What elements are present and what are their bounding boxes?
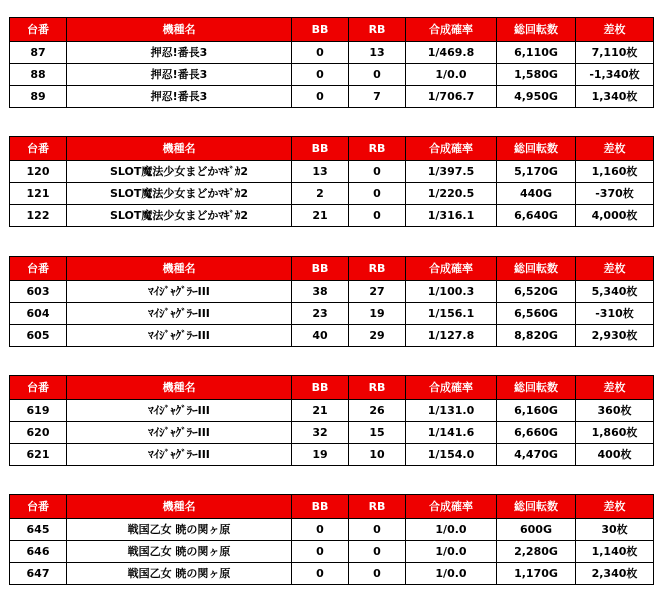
coin-difference-cell: -370枚 bbox=[576, 183, 654, 205]
bb-count-cell: 21 bbox=[292, 205, 349, 227]
machine-table-4 bbox=[9, 375, 654, 466]
table-row bbox=[10, 519, 654, 541]
coin-difference-cell: 360枚 bbox=[576, 400, 654, 422]
combined-probability-cell: 1/397.5 bbox=[406, 161, 497, 183]
machine-name-cell: SLOT魔法少女まどかﾏｷﾞｶ2 bbox=[67, 183, 292, 205]
coin-difference-cell: 1,860枚 bbox=[576, 422, 654, 444]
total-spins-cell: 4,950G bbox=[497, 86, 576, 108]
machine-name-cell: ﾏｲｼﾞｬｸﾞﾗｰIII bbox=[67, 422, 292, 444]
table-row bbox=[10, 161, 654, 183]
total-spins-cell: 2,280G bbox=[497, 541, 576, 563]
coin-difference-header: 差枚 bbox=[576, 495, 654, 519]
total-spins-cell: 1,170G bbox=[497, 563, 576, 585]
machine-name-cell: ﾏｲｼﾞｬｸﾞﾗｰIII bbox=[67, 281, 292, 303]
rb-count-cell: 0 bbox=[349, 161, 406, 183]
coin-difference-header: 差枚 bbox=[576, 137, 654, 161]
table-header-row bbox=[10, 495, 654, 519]
machine-number-cell: 88 bbox=[10, 64, 67, 86]
bb-count-cell: 0 bbox=[292, 42, 349, 64]
rb-count-cell: 7 bbox=[349, 86, 406, 108]
rb-count-cell: 10 bbox=[349, 444, 406, 466]
table-row bbox=[10, 205, 654, 227]
machine-table-1 bbox=[9, 17, 654, 108]
machine-name-cell: 戦国乙女 暁の関ヶ原 bbox=[67, 519, 292, 541]
table-row bbox=[10, 563, 654, 585]
combined-probability-header: 合成確率 bbox=[406, 495, 497, 519]
combined-probability-cell: 1/0.0 bbox=[406, 541, 497, 563]
coin-difference-cell: 7,110枚 bbox=[576, 42, 654, 64]
machine-name-cell: ﾏｲｼﾞｬｸﾞﾗｰIII bbox=[67, 303, 292, 325]
table-row bbox=[10, 541, 654, 563]
machine-number-cell: 647 bbox=[10, 563, 67, 585]
bb-count-cell: 0 bbox=[292, 86, 349, 108]
machine-name-cell: SLOT魔法少女まどかﾏｷﾞｶ2 bbox=[67, 205, 292, 227]
machine-number-cell: 620 bbox=[10, 422, 67, 444]
machine-number-cell: 619 bbox=[10, 400, 67, 422]
bb-count-header: BB bbox=[292, 18, 349, 42]
combined-probability-cell: 1/100.3 bbox=[406, 281, 497, 303]
total-spins-cell: 440G bbox=[497, 183, 576, 205]
rb-count-cell: 0 bbox=[349, 519, 406, 541]
machine-name-cell: ﾏｲｼﾞｬｸﾞﾗｰIII bbox=[67, 325, 292, 347]
machine-number-cell: 120 bbox=[10, 161, 67, 183]
rb-count-cell: 26 bbox=[349, 400, 406, 422]
rb-count-header: RB bbox=[349, 495, 406, 519]
bb-count-cell: 32 bbox=[292, 422, 349, 444]
machine-number-cell: 603 bbox=[10, 281, 67, 303]
total-spins-cell: 5,170G bbox=[497, 161, 576, 183]
bb-count-cell: 23 bbox=[292, 303, 349, 325]
coin-difference-cell: 400枚 bbox=[576, 444, 654, 466]
rb-count-header: RB bbox=[349, 376, 406, 400]
coin-difference-cell: 1,140枚 bbox=[576, 541, 654, 563]
rb-count-cell: 0 bbox=[349, 205, 406, 227]
total-spins-header: 総回転数 bbox=[497, 18, 576, 42]
machine-table-3 bbox=[9, 256, 654, 347]
total-spins-cell: 6,520G bbox=[497, 281, 576, 303]
total-spins-cell: 6,110G bbox=[497, 42, 576, 64]
bb-count-cell: 0 bbox=[292, 563, 349, 585]
table-row bbox=[10, 86, 654, 108]
table-row bbox=[10, 444, 654, 466]
machine-number-header: 台番 bbox=[10, 18, 67, 42]
total-spins-cell: 6,560G bbox=[497, 303, 576, 325]
total-spins-cell: 1,580G bbox=[497, 64, 576, 86]
rb-count-cell: 0 bbox=[349, 541, 406, 563]
total-spins-cell: 6,660G bbox=[497, 422, 576, 444]
total-spins-cell: 600G bbox=[497, 519, 576, 541]
combined-probability-cell: 1/156.1 bbox=[406, 303, 497, 325]
coin-difference-cell: 30枚 bbox=[576, 519, 654, 541]
coin-difference-cell: 1,160枚 bbox=[576, 161, 654, 183]
machine-table-2 bbox=[9, 136, 654, 227]
bb-count-header: BB bbox=[292, 376, 349, 400]
machine-number-header: 台番 bbox=[10, 137, 67, 161]
table-header-row bbox=[10, 18, 654, 42]
rb-count-cell: 15 bbox=[349, 422, 406, 444]
rb-count-header: RB bbox=[349, 18, 406, 42]
machine-name-cell: 押忍!番長3 bbox=[67, 86, 292, 108]
machine-name-cell: ﾏｲｼﾞｬｸﾞﾗｰIII bbox=[67, 400, 292, 422]
table-row bbox=[10, 281, 654, 303]
coin-difference-cell: 2,930枚 bbox=[576, 325, 654, 347]
combined-probability-cell: 1/0.0 bbox=[406, 64, 497, 86]
bb-count-cell: 38 bbox=[292, 281, 349, 303]
machine-number-cell: 646 bbox=[10, 541, 67, 563]
rb-count-header: RB bbox=[349, 137, 406, 161]
table-header-row bbox=[10, 137, 654, 161]
combined-probability-cell: 1/141.6 bbox=[406, 422, 497, 444]
machine-number-cell: 121 bbox=[10, 183, 67, 205]
combined-probability-header: 合成確率 bbox=[406, 137, 497, 161]
bb-count-cell: 0 bbox=[292, 541, 349, 563]
total-spins-cell: 6,640G bbox=[497, 205, 576, 227]
machine-name-header: 機種名 bbox=[67, 137, 292, 161]
table-header-row bbox=[10, 257, 654, 281]
machine-name-cell: 戦国乙女 暁の関ヶ原 bbox=[67, 563, 292, 585]
bb-count-cell: 13 bbox=[292, 161, 349, 183]
total-spins-header: 総回転数 bbox=[497, 495, 576, 519]
combined-probability-cell: 1/127.8 bbox=[406, 325, 497, 347]
table-row bbox=[10, 64, 654, 86]
bb-count-cell: 40 bbox=[292, 325, 349, 347]
bb-count-header: BB bbox=[292, 495, 349, 519]
total-spins-cell: 6,160G bbox=[497, 400, 576, 422]
combined-probability-header: 合成確率 bbox=[406, 257, 497, 281]
combined-probability-cell: 1/0.0 bbox=[406, 563, 497, 585]
machine-name-cell: SLOT魔法少女まどかﾏｷﾞｶ2 bbox=[67, 161, 292, 183]
combined-probability-cell: 1/316.1 bbox=[406, 205, 497, 227]
machine-number-header: 台番 bbox=[10, 495, 67, 519]
bb-count-cell: 21 bbox=[292, 400, 349, 422]
coin-difference-header: 差枚 bbox=[576, 257, 654, 281]
machine-number-cell: 604 bbox=[10, 303, 67, 325]
machine-number-cell: 89 bbox=[10, 86, 67, 108]
bb-count-cell: 2 bbox=[292, 183, 349, 205]
machine-number-cell: 122 bbox=[10, 205, 67, 227]
table-row bbox=[10, 325, 654, 347]
machine-name-cell: 押忍!番長3 bbox=[67, 64, 292, 86]
machine-number-cell: 645 bbox=[10, 519, 67, 541]
machine-number-cell: 605 bbox=[10, 325, 67, 347]
bb-count-cell: 0 bbox=[292, 64, 349, 86]
coin-difference-cell: 2,340枚 bbox=[576, 563, 654, 585]
rb-count-cell: 0 bbox=[349, 183, 406, 205]
combined-probability-cell: 1/154.0 bbox=[406, 444, 497, 466]
bb-count-header: BB bbox=[292, 137, 349, 161]
machine-name-header: 機種名 bbox=[67, 257, 292, 281]
coin-difference-cell: -1,340枚 bbox=[576, 64, 654, 86]
machine-number-header: 台番 bbox=[10, 376, 67, 400]
machine-name-header: 機種名 bbox=[67, 376, 292, 400]
rb-count-cell: 0 bbox=[349, 563, 406, 585]
table-row bbox=[10, 400, 654, 422]
combined-probability-cell: 1/131.0 bbox=[406, 400, 497, 422]
machine-name-cell: 押忍!番長3 bbox=[67, 42, 292, 64]
machine-name-header: 機種名 bbox=[67, 495, 292, 519]
machine-name-cell: ﾏｲｼﾞｬｸﾞﾗｰIII bbox=[67, 444, 292, 466]
machine-number-cell: 87 bbox=[10, 42, 67, 64]
coin-difference-cell: 5,340枚 bbox=[576, 281, 654, 303]
machine-table-5 bbox=[9, 494, 654, 585]
bb-count-header: BB bbox=[292, 257, 349, 281]
combined-probability-header: 合成確率 bbox=[406, 18, 497, 42]
rb-count-cell: 27 bbox=[349, 281, 406, 303]
table-row bbox=[10, 303, 654, 325]
rb-count-cell: 19 bbox=[349, 303, 406, 325]
total-spins-header: 総回転数 bbox=[497, 257, 576, 281]
machine-number-header: 台番 bbox=[10, 257, 67, 281]
rb-count-cell: 13 bbox=[349, 42, 406, 64]
total-spins-header: 総回転数 bbox=[497, 137, 576, 161]
rb-count-header: RB bbox=[349, 257, 406, 281]
bb-count-cell: 0 bbox=[292, 519, 349, 541]
coin-difference-header: 差枚 bbox=[576, 376, 654, 400]
combined-probability-cell: 1/469.8 bbox=[406, 42, 497, 64]
machine-name-header: 機種名 bbox=[67, 18, 292, 42]
combined-probability-cell: 1/220.5 bbox=[406, 183, 497, 205]
coin-difference-cell: 4,000枚 bbox=[576, 205, 654, 227]
total-spins-header: 総回転数 bbox=[497, 376, 576, 400]
machine-name-cell: 戦国乙女 暁の関ヶ原 bbox=[67, 541, 292, 563]
coin-difference-cell: -310枚 bbox=[576, 303, 654, 325]
combined-probability-cell: 1/706.7 bbox=[406, 86, 497, 108]
bb-count-cell: 19 bbox=[292, 444, 349, 466]
total-spins-cell: 8,820G bbox=[497, 325, 576, 347]
combined-probability-cell: 1/0.0 bbox=[406, 519, 497, 541]
coin-difference-cell: 1,340枚 bbox=[576, 86, 654, 108]
combined-probability-header: 合成確率 bbox=[406, 376, 497, 400]
rb-count-cell: 0 bbox=[349, 64, 406, 86]
coin-difference-header: 差枚 bbox=[576, 18, 654, 42]
rb-count-cell: 29 bbox=[349, 325, 406, 347]
table-header-row bbox=[10, 376, 654, 400]
machine-number-cell: 621 bbox=[10, 444, 67, 466]
table-row bbox=[10, 183, 654, 205]
table-row bbox=[10, 422, 654, 444]
table-row bbox=[10, 42, 654, 64]
total-spins-cell: 4,470G bbox=[497, 444, 576, 466]
